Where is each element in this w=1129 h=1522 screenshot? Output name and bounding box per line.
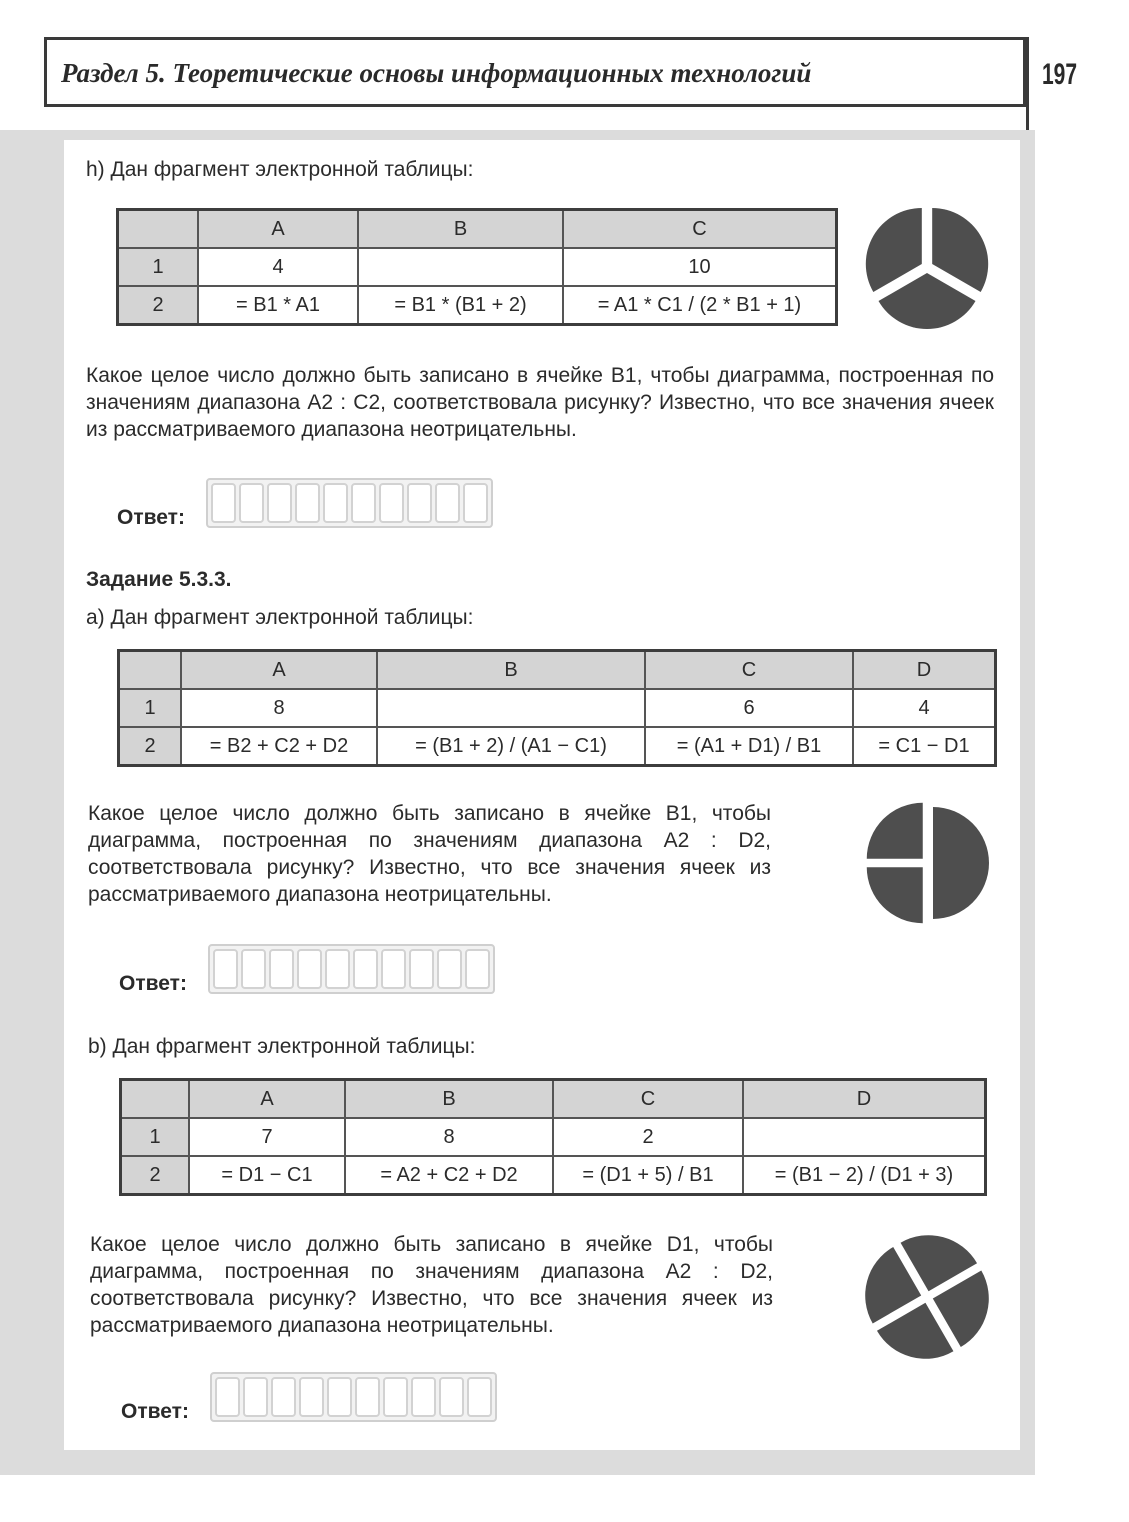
table-cell: = (B1 − 2) / (D1 + 3) [743,1156,986,1195]
table-cell: 8 [181,689,377,727]
answer-input[interactable] [206,478,493,528]
table-corner [119,651,182,690]
table-cell: 4 [853,689,996,727]
pie-chart-h [862,202,992,332]
task-b-intro: b) Дан фрагмент электронной таблицы: [88,1035,476,1058]
answer-cell[interactable] [467,1377,492,1417]
answer-input[interactable] [210,1372,497,1422]
section-header [44,37,1026,107]
task-b-table [119,1078,987,1196]
row-header: 1 [121,1118,190,1156]
table-cell: 7 [189,1118,345,1156]
answer-cell[interactable] [325,949,350,989]
answer-cell[interactable] [299,1377,324,1417]
answer-cell[interactable] [383,1377,408,1417]
pie-slice [879,273,976,329]
answer-input[interactable] [208,944,495,994]
column-header: B [358,210,563,249]
pie-chart-b [862,1232,992,1362]
answer-cell[interactable] [267,483,292,523]
answer-cell[interactable] [239,483,264,523]
table-row [119,689,996,727]
answer-label: Ответ: [117,506,185,529]
table-cell: 2 [553,1118,743,1156]
answer-cell[interactable] [355,1377,380,1417]
row-header: 1 [119,689,182,727]
table-cell: = (D1 + 5) / B1 [553,1156,743,1195]
column-header: C [645,651,853,690]
pie-slice [866,208,922,292]
column-header: A [189,1080,345,1119]
pie-slice [867,867,923,923]
table-cell: = C1 − D1 [853,727,996,766]
table-cell: = B2 + C2 + D2 [181,727,377,766]
answer-cell[interactable] [241,949,266,989]
task-h-intro: h) Дан фрагмент электронной таблицы: [86,158,474,181]
table-cell: = A2 + C2 + D2 [345,1156,553,1195]
answer-cell[interactable] [407,483,432,523]
table-row [119,727,996,766]
table-cell: 10 [563,248,837,286]
row-header: 2 [119,727,182,766]
row-header: 2 [118,286,199,325]
table-cell [358,248,563,286]
column-header: C [553,1080,743,1119]
column-header: D [743,1080,986,1119]
column-header: C [563,210,837,249]
task-h-table [116,208,838,326]
table-cell: 4 [198,248,358,286]
answer-cell[interactable] [351,483,376,523]
answer-cell[interactable] [465,949,490,989]
answer-cell[interactable] [353,949,378,989]
task-a-question: Какое целое число должно быть записано в ячейке B1, чтобы диаграмма, построенная по значениям диапазона A2 : D2, соответствовала рисунку? Известно, что все значения ячеек из рассматриваемого диапазона неотрицательны. [88,802,771,906]
task-heading: Задание 5.3.3. [86,568,232,591]
answer-cell[interactable] [379,483,404,523]
answer-cell[interactable] [213,949,238,989]
table-cell [743,1118,986,1156]
table-cell: = B1 * A1 [198,286,358,325]
answer-cell[interactable] [211,483,236,523]
answer-cell[interactable] [327,1377,352,1417]
pie-slice [933,807,989,919]
answer-cell[interactable] [409,949,434,989]
task-a-intro: a) Дан фрагмент электронной таблицы: [86,606,474,629]
header-rule [1026,37,1029,132]
answer-label: Ответ: [119,972,187,995]
pie-slice [932,208,988,292]
answer-cell[interactable] [297,949,322,989]
answer-cell[interactable] [323,483,348,523]
table-cell: = A1 * C1 / (2 * B1 + 1) [563,286,837,325]
table-cell: = (B1 + 2) / (A1 − C1) [377,727,645,766]
column-header: B [377,651,645,690]
table-row [118,248,837,286]
table-corner [118,210,199,249]
table-cell: 6 [645,689,853,727]
column-header: D [853,651,996,690]
answer-label: Ответ: [121,1400,189,1423]
pie-chart-a [862,798,992,928]
answer-cell[interactable] [381,949,406,989]
answer-cell[interactable] [435,483,460,523]
table-cell [377,689,645,727]
answer-cell[interactable] [439,1377,464,1417]
column-header: A [198,210,358,249]
answer-cell[interactable] [411,1377,436,1417]
task-h-question: Какое целое число должно быть записано в ячейке B1, чтобы диаграмма, построенная по значениям диапазона A2 : C2, соответствовала рисунку? Известно, что все значения ячеек из рассматриваемого диапазона неотрицательны. [86,364,994,441]
section-title: Раздел 5. Теоретические основы информационных технологий [61,58,812,88]
answer-cell[interactable] [215,1377,240,1417]
column-header: A [181,651,377,690]
table-cell: = D1 − C1 [189,1156,345,1195]
answer-cell[interactable] [243,1377,268,1417]
table-cell: 8 [345,1118,553,1156]
answer-cell[interactable] [463,483,488,523]
answer-cell[interactable] [437,949,462,989]
row-header: 2 [121,1156,190,1195]
table-corner [121,1080,190,1119]
table-cell: = (A1 + D1) / B1 [645,727,853,766]
task-b-question: Какое целое число должно быть записано в ячейке D1, чтобы диаграмма, построенная по значениям диапазона A2 : D2, соответствовала рисунку? Известно, что все значения ячеек из рассматриваемого диапазона неотрицательны. [90,1233,773,1337]
answer-cell[interactable] [269,949,294,989]
table-row [121,1118,986,1156]
answer-cell[interactable] [271,1377,296,1417]
column-header: B [345,1080,553,1119]
task-a-table [117,649,997,767]
answer-cell[interactable] [295,483,320,523]
row-header: 1 [118,248,199,286]
pie-slice [867,803,923,859]
page-number: 197 [1042,58,1078,91]
table-row [118,286,837,325]
table-row [121,1156,986,1195]
table-cell: = B1 * (B1 + 2) [358,286,563,325]
